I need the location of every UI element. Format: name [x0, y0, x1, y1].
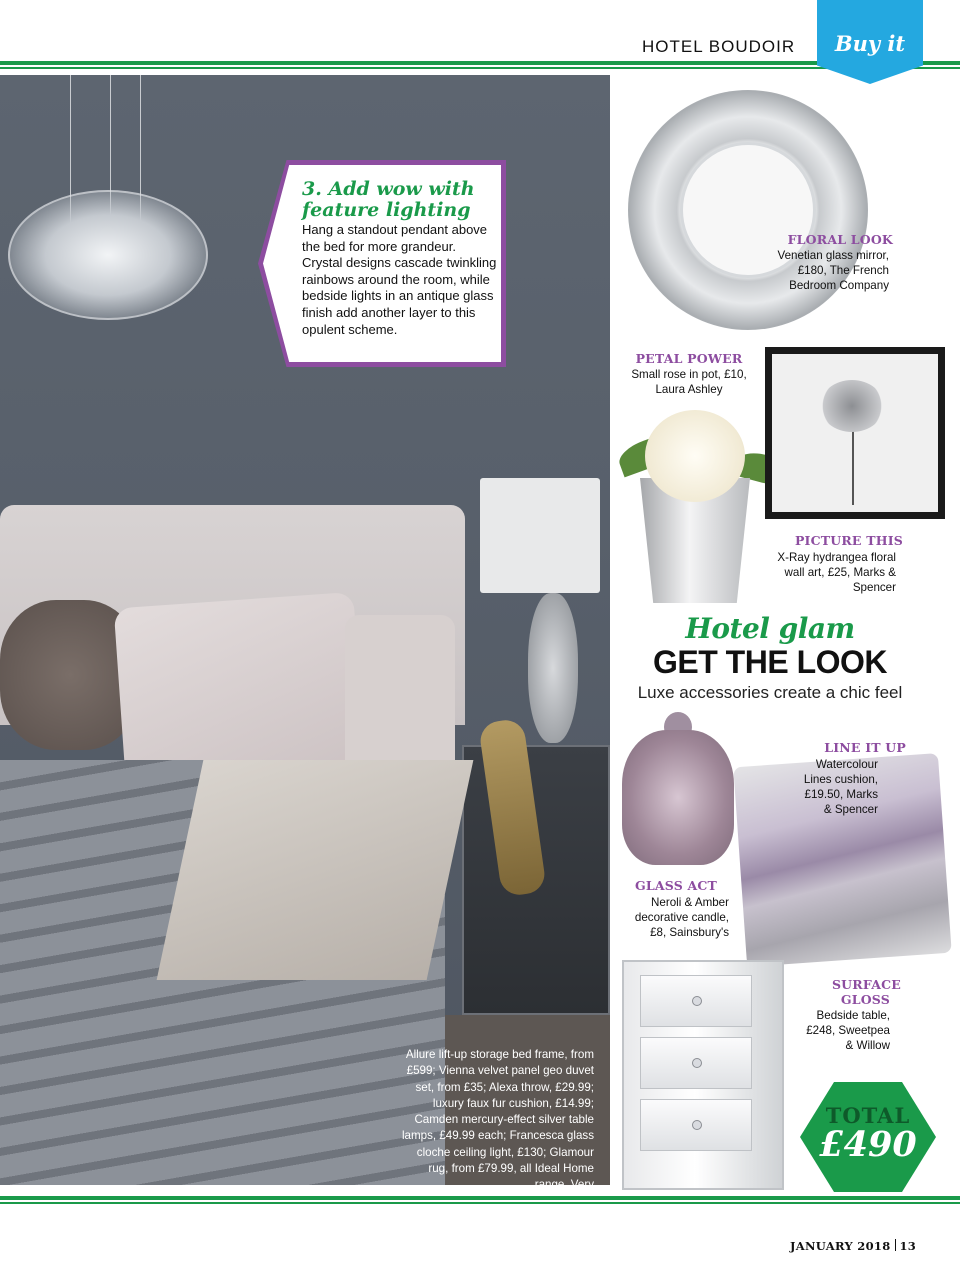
product-label-surface: SURFACE — [831, 977, 901, 992]
product-text-art: X-Ray hydrangea floral wall art, £25, Marks & Spencer — [777, 551, 896, 594]
product-text-rose: Small rose in pot, £10, Laura Ashley — [631, 368, 747, 396]
knit-throw — [157, 760, 474, 980]
header-rule-thin — [0, 67, 960, 69]
wall-art-print — [772, 354, 938, 512]
look-description: Luxe accessories create a chic feel — [637, 683, 903, 702]
footer-rule — [0, 1196, 960, 1200]
drawer-knob — [692, 996, 702, 1006]
art-flower-stem — [852, 420, 854, 505]
product-label-line-it-up: LINE IT UP — [824, 740, 906, 755]
header-rule — [0, 61, 960, 65]
buy-it-label: Buy it — [834, 31, 906, 56]
rose-image — [645, 410, 745, 502]
tip-body: Hang a standout pendant above the bed for more grandeur. Crystal designs cascade twinkling rainbows around the room, while bedside lights in an antique glass finish add another layer to this opulent scheme. — [302, 222, 497, 337]
issue-date: JANUARY 2018 — [790, 1239, 891, 1253]
total-label: TOTAL — [825, 1103, 911, 1128]
lamp-shade — [480, 478, 600, 593]
drawer-knob — [692, 1058, 702, 1068]
product-label-glass-act: GLASS ACT — [635, 878, 718, 893]
product-label-gloss: GLOSS — [840, 992, 890, 1007]
look-title: Hotel glam — [685, 612, 855, 645]
product-text-candle: Neroli & Amber decorative candle, £8, Sainsbury's — [634, 896, 729, 939]
lamp-base — [528, 593, 578, 743]
photo-caption: Allure lift-up storage bed frame, from £599; Vienna velvet panel geo duvet set, from £35; Alexa throw, £29.99; luxury faux fur cushion, £14.99; Camden mercury-effect silver table lamps, £49.99 each; Francesca glass cloche ceiling light, £130; Glamour rug, from £79.99, all Ideal Home range, Very — [401, 1048, 594, 1192]
page-number: 13 — [899, 1239, 917, 1253]
product-label-floral-look: FLORAL LOOK — [787, 232, 893, 247]
section-label: HOTEL BOUDOIR — [642, 37, 796, 56]
footer-separator — [895, 1239, 896, 1251]
candle-jar-image — [622, 730, 734, 865]
page-footer — [790, 1239, 916, 1253]
product-text-mirror: Venetian glass mirror, £180, The French Bedroom Company — [777, 249, 889, 292]
product-label-picture-this: PICTURE THIS — [794, 533, 903, 548]
patterned-cushion — [345, 615, 455, 775]
tip-title: 3. Add wow with feature lighting — [302, 178, 475, 221]
product-text-cushion: Watercolour Lines cushion, £19.50, Marks & Spencer — [803, 758, 878, 816]
pendant-light — [8, 190, 208, 320]
product-text-table: Bedside table, £248, Sweetpea & Willow — [806, 1009, 890, 1052]
look-subtitle: GET THE LOOK — [653, 644, 887, 680]
total-value: £490 — [819, 1124, 917, 1165]
drawer-knob — [692, 1120, 702, 1130]
product-label-petal-power: PETAL POWER — [635, 351, 743, 366]
art-hydrangea — [820, 380, 884, 432]
footer-rule-thin — [0, 1202, 960, 1204]
